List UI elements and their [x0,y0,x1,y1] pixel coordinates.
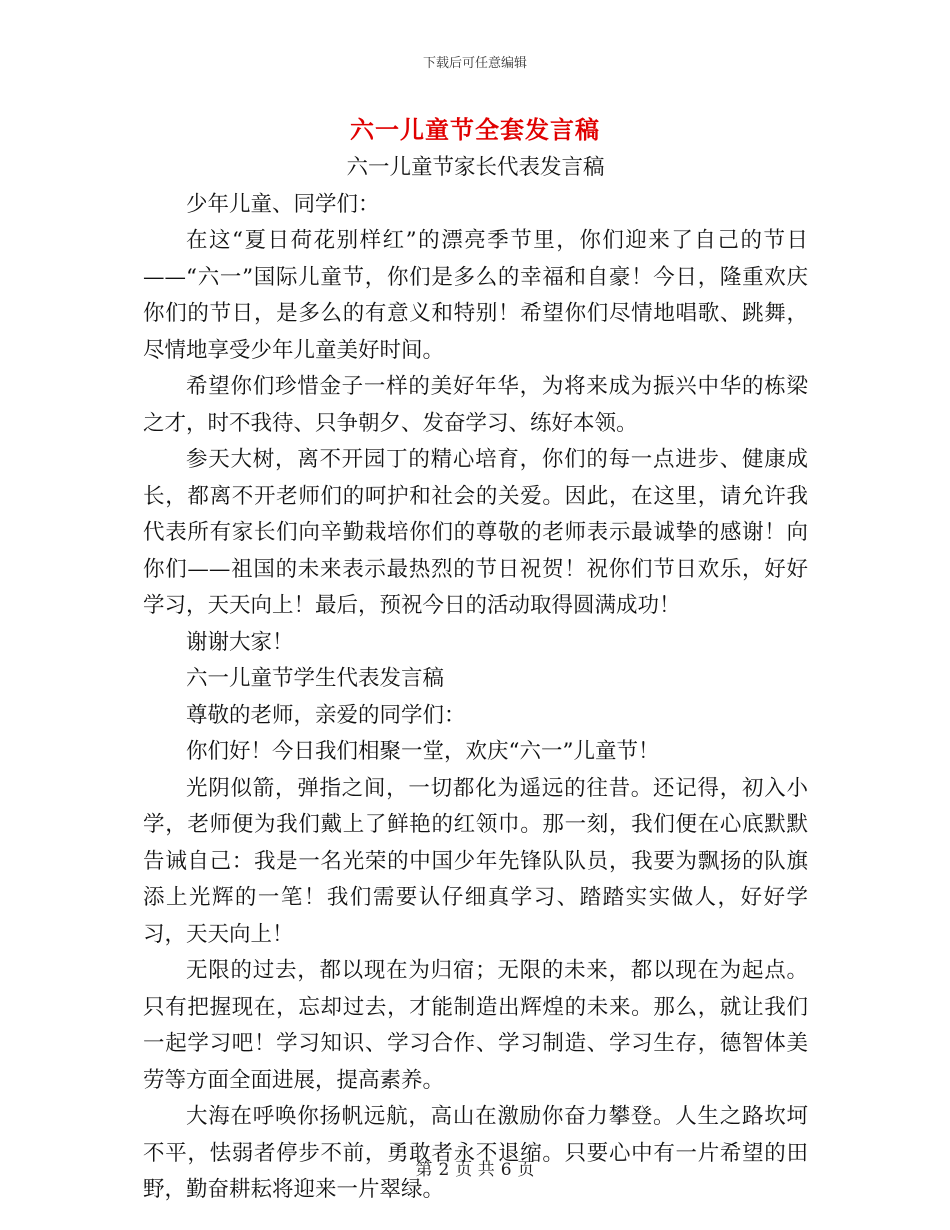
paragraph: 光阴似箭，弹指之间，一切都化为遥远的往昔。还记得，初入小学，老师便为我们戴上了鲜艳的红领巾。那一刻，我们便在心底默默告诫自己：我是一名光荣的中国少年先锋队队员，我要为飘扬的队旗添上光辉的一笔！我们需要认仔细真学习、踏踏实实做人，好好学习，天天向上！ [143,775,808,947]
paragraph: 参天大树，离不开园丁的精心培育，你们的每一点进步、健康成长，都离不开老师们的呵护和社会的关爱。因此，在这里，请允许我代表所有家长们向辛勤栽培你们的尊敬的老师表示最诚挚的感谢！向你们——祖国的未来表示最热烈的节日祝贺！祝你们节日欢乐，好好学习，天天向上！最后，预祝今日的活动取得圆满成功！ [143,447,808,618]
document-body [143,150,808,1209]
section-heading-parent-speech: 六一儿童节家长代表发言稿 [346,155,605,180]
page-footer [0,1155,950,1180]
total-pages-number: 6 [500,1160,512,1180]
paragraph: 希望你们珍惜金子一样的美好年华，为将来成为振兴中华的栋梁之才，时不我待、只争朝夕、发奋学习、练好本领。 [143,374,808,436]
paragraph: 大海在呼唤你扬帆远航，高山在激励你奋力攀登。人生之路坎坷不平，怯弱者停步不前，勇敢者永不退缩。只要心中有一片希望的田野，勤奋耕耘将迎来一片翠绿。 [143,1104,808,1202]
page-footer-middle: 页 共 [455,1160,495,1180]
paragraph: 在这“夏日荷花别样红”的漂亮季节里，你们迎来了自己的节日——“六一”国际儿童节，你们是多么的幸福和自豪！今日，隆重欢庆你们的节日，是多么的有意义和特别！希望你们尽情地唱歌、跳舞，尽情地享受少年儿童美好时间。 [143,228,808,363]
paragraph: 无限的过去，都以现在为归宿；无限的未来，都以现在为起点。只有把握现在，忘却过去，才能制造出辉煌的未来。那么，就让我们一起学习吧！学习知识、学习合作、学习制造、学习生存，德智体美劳等方面全面进展，提高素养。 [143,958,808,1093]
page-footer-prefix: 第 [415,1160,433,1180]
page-footer-suffix: 页 [517,1160,535,1180]
current-page-number: 2 [438,1160,450,1180]
paragraph: 尊敬的老师，亲爱的同学们： [186,702,466,728]
section-heading-student-speech: 六一儿童节学生代表发言稿 [186,666,445,691]
paragraph: 谢谢大家！ [186,629,294,655]
document-title: 六一儿童节全套发言稿 [350,115,600,144]
header-note: 下载后可任意编辑 [422,56,527,71]
paragraph: 少年儿童、同学们： [186,191,380,217]
paragraph: 你们好！今日我们相聚一堂，欢庆“六一”儿童节！ [186,739,660,764]
